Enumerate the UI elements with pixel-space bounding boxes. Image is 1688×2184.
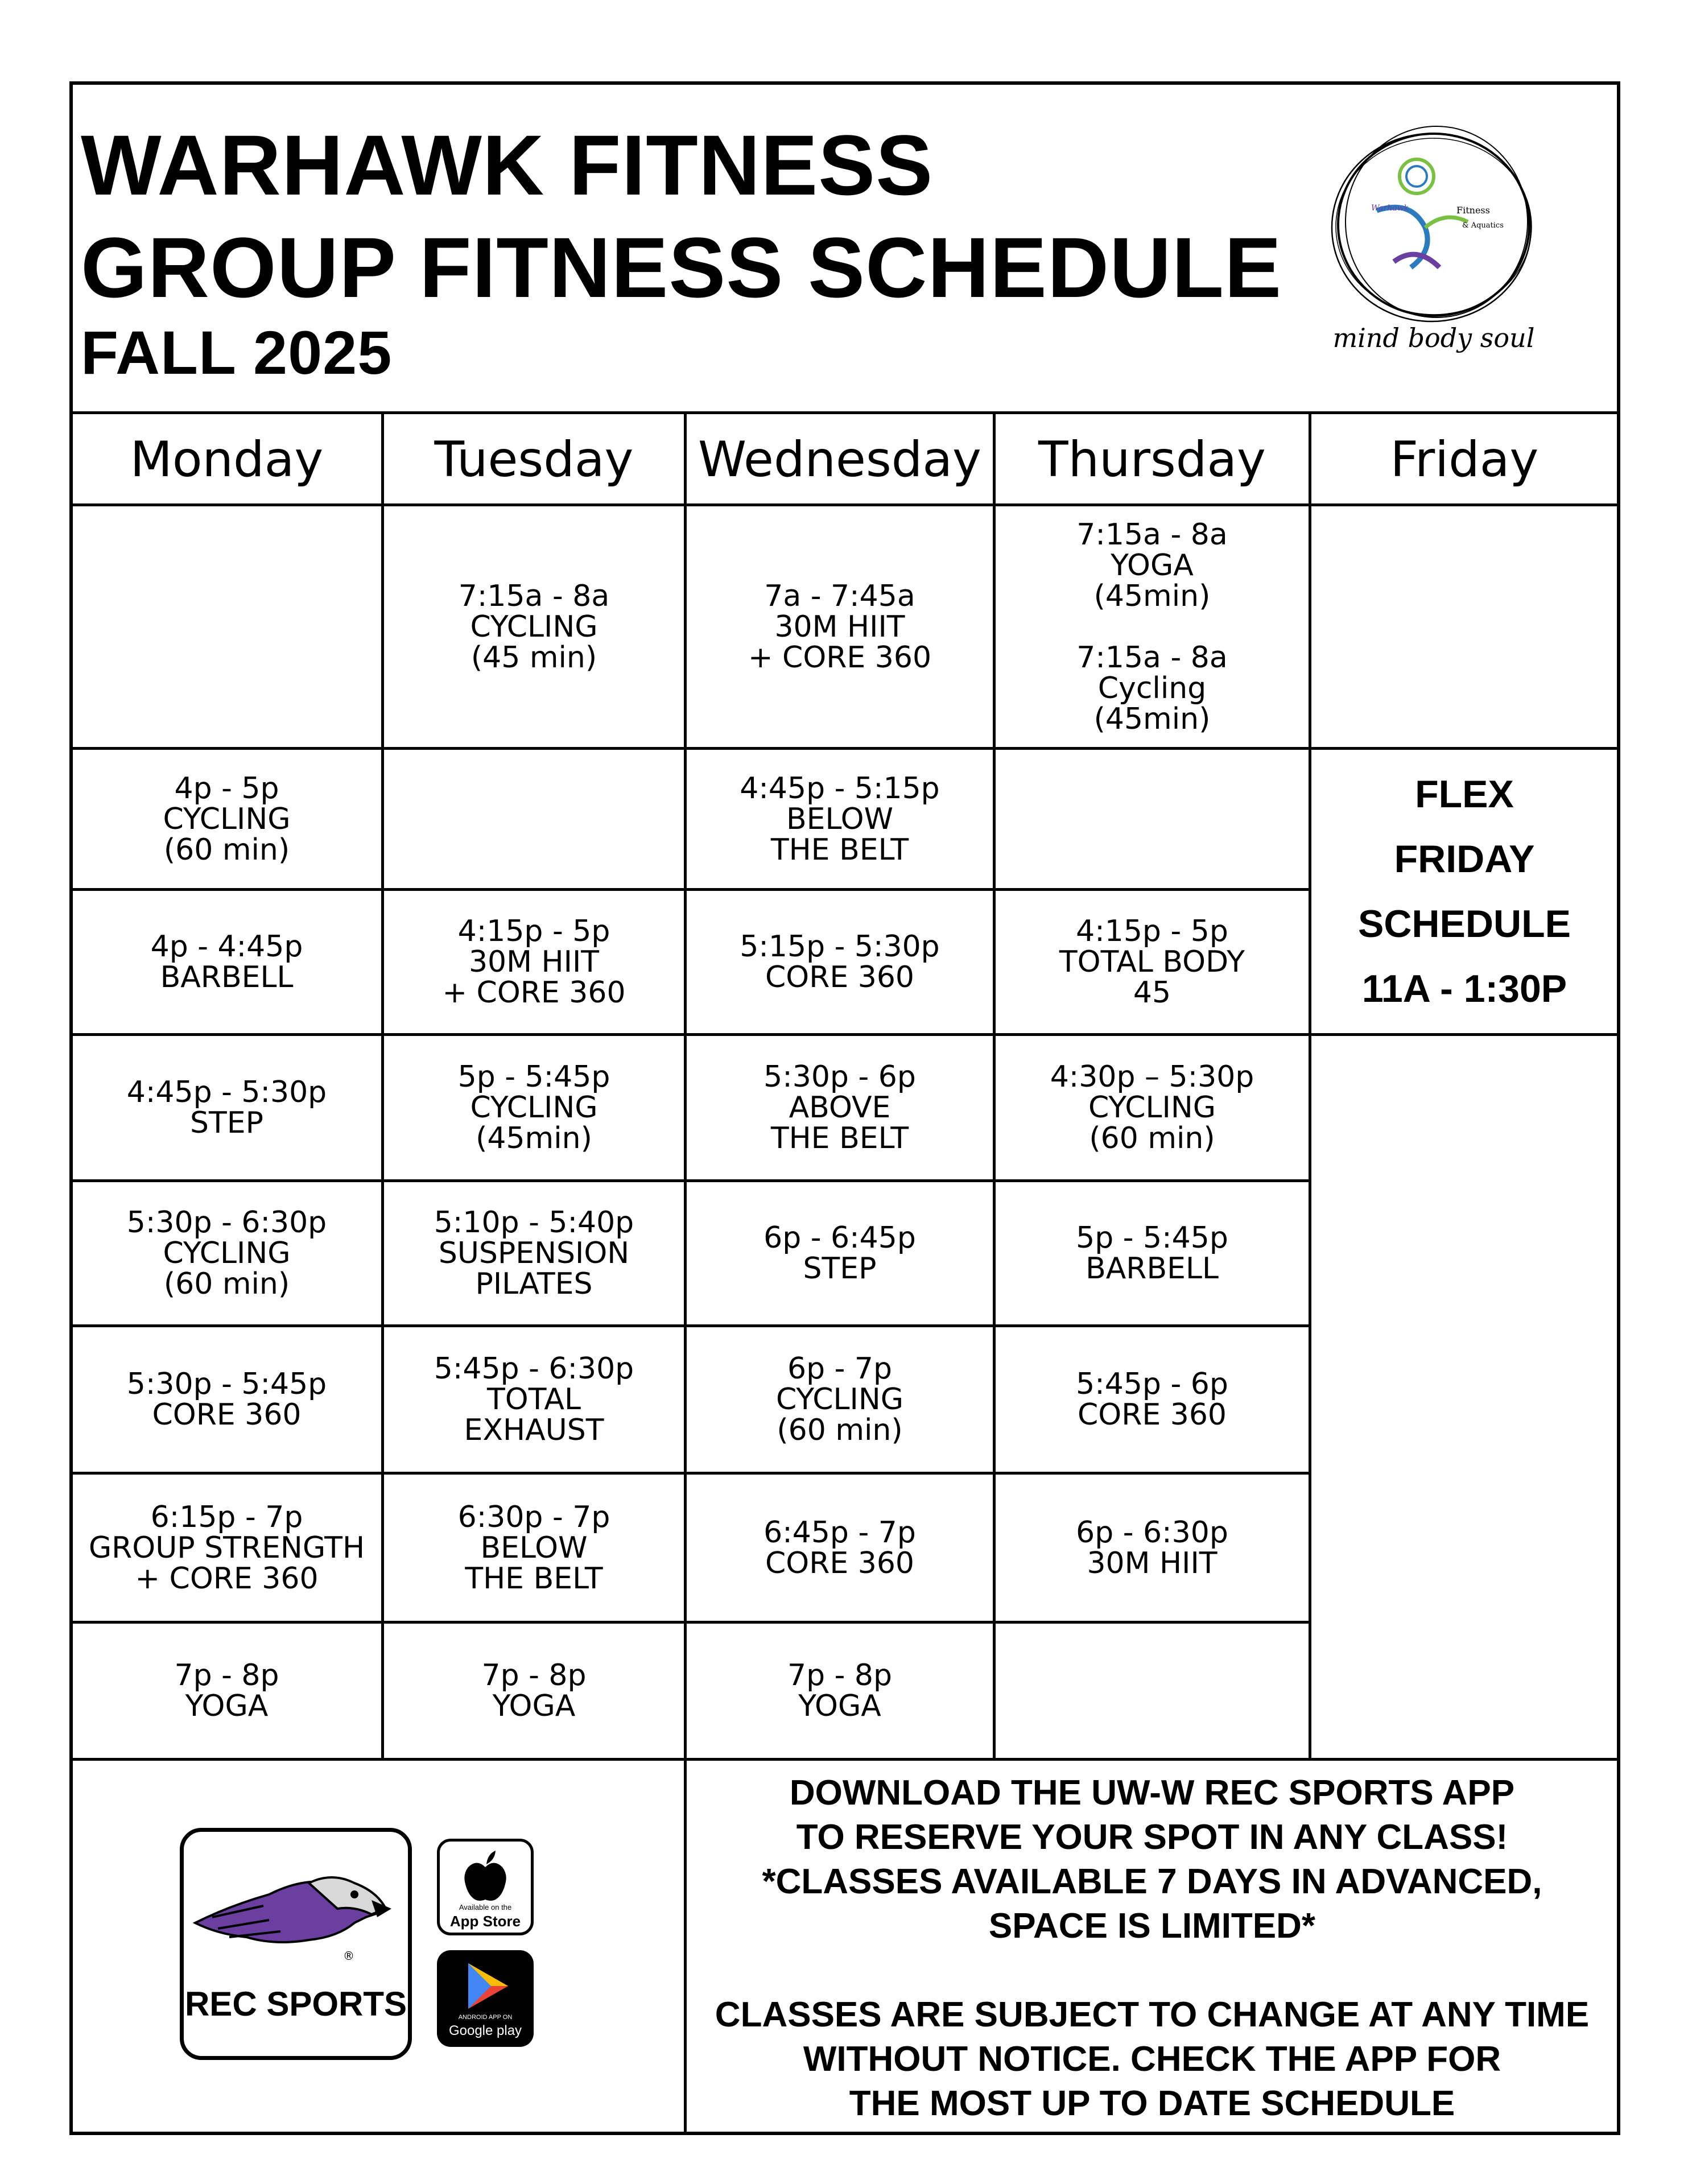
class-duration: (60 min) <box>1089 1121 1215 1155</box>
footer-line: TO RESERVE YOUR SPOT IN ANY CLASS! <box>796 1818 1508 1857</box>
class-name: YOGA <box>492 1689 576 1723</box>
title-line-2: GROUP FITNESS SCHEDULE <box>81 220 1282 315</box>
class-time: 7a - 7:45a <box>764 579 915 613</box>
rule-table-bottom <box>69 1758 1620 1761</box>
day-wednesday: Wednesday <box>698 431 981 488</box>
class-cell <box>72 1475 381 1621</box>
day-monday: Monday <box>130 431 324 488</box>
class-cell <box>384 1182 684 1324</box>
class-time: 6:15p - 7p <box>150 1500 303 1534</box>
class-name: YOGA <box>1111 548 1194 583</box>
class-time: 5p - 5:45p <box>1076 1221 1228 1255</box>
day-tuesday: Tuesday <box>434 431 634 488</box>
title-line-3: FALL 2025 <box>81 318 393 387</box>
class-cell <box>72 1036 381 1179</box>
class-name: CORE 360 <box>1077 1398 1227 1432</box>
class-time: 5:45p - 6:30p <box>434 1352 634 1386</box>
class-cell <box>384 1624 684 1758</box>
class-time: 6p - 6:45p <box>763 1221 916 1255</box>
footer-line: THE MOST UP TO DATE SCHEDULE <box>849 2084 1455 2123</box>
class-cell <box>996 1475 1309 1621</box>
class-cell <box>687 1475 993 1621</box>
class-cell <box>996 1182 1309 1324</box>
logo-brand: Warhawk <box>1371 204 1409 213</box>
class-cell <box>687 1182 993 1324</box>
class-time: 6p - 7p <box>787 1352 892 1386</box>
class-name-2: + CORE 360 <box>748 640 932 675</box>
class-cell <box>384 1036 684 1179</box>
class-time: 7:15a - 8a <box>1076 640 1228 675</box>
logo-name-1: Fitness <box>1456 205 1490 216</box>
class-name-2: THE BELT <box>770 1121 909 1155</box>
class-cell <box>996 891 1309 1033</box>
rule-col-4 <box>1309 411 1311 1761</box>
class-name-2: THE BELT <box>770 832 909 867</box>
day-friday: Friday <box>1390 431 1539 488</box>
class-cell <box>72 750 381 888</box>
class-time: 5:30p - 6p <box>763 1060 916 1094</box>
logo-tagline: mind body soul <box>1332 323 1535 353</box>
flex-line-2: FRIDAY <box>1394 837 1535 881</box>
class-time: 5:30p - 5:45p <box>126 1367 327 1401</box>
class-duration: (45min) <box>1093 579 1211 613</box>
class-duration: (60 min) <box>777 1413 903 1447</box>
class-time: 4p - 4:45p <box>150 930 303 964</box>
footer-line: DOWNLOAD THE UW-W REC SPORTS APP <box>789 1773 1515 1813</box>
class-name: CORE 360 <box>765 960 914 994</box>
class-cell <box>687 891 993 1033</box>
class-cell <box>72 1182 381 1324</box>
footer-line: CLASSES ARE SUBJECT TO CHANGE AT ANY TIME <box>715 1995 1590 2034</box>
class-cell <box>687 1327 993 1472</box>
class-duration: (45min) <box>476 1121 592 1155</box>
google-play-badge[interactable] <box>437 1950 534 2047</box>
svg-text:®: ® <box>343 1949 354 1963</box>
rec-sports-logo <box>180 1828 412 2060</box>
class-duration: (45 min) <box>471 640 597 675</box>
google-play-small: ANDROID APP ON <box>458 2014 513 2021</box>
class-time: 5:45p - 6p <box>1076 1367 1228 1401</box>
class-name: CYCLING <box>1088 1091 1216 1125</box>
apple-icon <box>440 1847 531 1910</box>
class-cell <box>687 1036 993 1179</box>
class-name: CYCLING <box>470 1091 598 1125</box>
class-name: CYCLING <box>163 1236 291 1270</box>
class-name: CYCLING <box>775 1382 904 1417</box>
footer-line: WITHOUT NOTICE. CHECK THE APP FOR <box>803 2039 1501 2079</box>
warhawk-head-icon <box>184 1838 408 1985</box>
class-name: 30M HIIT <box>468 945 600 979</box>
flex-line-4: 11A - 1:30P <box>1361 967 1567 1010</box>
class-time: 4:15p - 5p <box>457 914 610 948</box>
class-name: TOTAL <box>487 1382 581 1417</box>
class-time: 4p - 5p <box>174 771 279 806</box>
footer-line: SPACE IS LIMITED* <box>988 1906 1316 1946</box>
class-name: STEP <box>190 1106 263 1140</box>
class-time: 5:15p - 5:30p <box>740 930 940 964</box>
class-cell <box>687 1624 993 1758</box>
class-name: SUSPENSION <box>438 1236 630 1270</box>
class-time: 4:45p - 5:15p <box>740 771 940 806</box>
class-cell <box>996 506 1309 747</box>
class-name: CORE 360 <box>765 1546 914 1580</box>
class-name-2: PILATES <box>475 1267 593 1301</box>
class-cell <box>384 506 684 747</box>
google-play-big: Google play <box>448 2023 522 2038</box>
class-time: 4:45p - 5:30p <box>126 1075 327 1109</box>
flex-line-1: FLEX <box>1415 773 1514 816</box>
class-cell <box>72 1327 381 1472</box>
class-time: 7:15a - 8a <box>458 579 610 613</box>
class-name: CYCLING <box>470 609 598 644</box>
class-name: YOGA <box>185 1689 269 1723</box>
app-store-big: App Store <box>449 1913 521 1930</box>
class-name-2: THE BELT <box>465 1561 603 1596</box>
class-name-2: + CORE 360 <box>135 1561 319 1596</box>
app-store-badge[interactable] <box>437 1839 534 1935</box>
class-name: Cycling <box>1097 671 1207 705</box>
class-cell <box>996 1036 1309 1179</box>
class-time: 5:10p - 5:40p <box>434 1205 634 1240</box>
class-time: 4:30p – 5:30p <box>1050 1060 1254 1094</box>
class-name: ABOVE <box>789 1091 891 1125</box>
class-duration: (60 min) <box>163 832 290 867</box>
class-cell <box>996 1327 1309 1472</box>
footer-notice <box>686 1764 1619 2133</box>
class-duration: (45min) <box>1093 701 1211 736</box>
class-time: 4:15p - 5p <box>1076 914 1228 948</box>
fitness-aquatics-logo <box>1326 114 1542 375</box>
class-name: TOTAL BODY <box>1059 945 1245 979</box>
class-name: YOGA <box>798 1689 881 1723</box>
class-name: STEP <box>803 1252 877 1286</box>
google-play-icon <box>437 1955 534 2017</box>
class-name-2: EXHAUST <box>464 1413 604 1447</box>
title-line-1: WARHAWK FITNESS <box>81 117 934 213</box>
class-time: 5p - 5:45p <box>457 1060 610 1094</box>
class-name: CYCLING <box>163 802 291 836</box>
class-time: 6p - 6:30p <box>1076 1515 1228 1550</box>
class-cell <box>687 506 993 747</box>
class-name-2: + CORE 360 <box>442 976 626 1010</box>
class-name: BARBELL <box>160 960 294 994</box>
class-cell <box>384 891 684 1033</box>
class-cell <box>72 891 381 1033</box>
class-duration: (60 min) <box>163 1267 290 1301</box>
class-duration: 45 <box>1133 976 1171 1010</box>
flex-friday-block <box>1311 750 1617 1033</box>
flex-line-3: SCHEDULE <box>1357 902 1571 946</box>
class-name: 30M HIIT <box>774 609 905 644</box>
day-thursday: Thursday <box>1038 431 1266 488</box>
app-store-small: Available on the <box>459 1903 512 1911</box>
class-cell <box>687 750 993 888</box>
class-time: 7p - 8p <box>174 1658 279 1692</box>
class-time: 5:30p - 6:30p <box>126 1205 327 1240</box>
class-time: 7:15a - 8a <box>1076 517 1228 552</box>
footer-line: *CLASSES AVAILABLE 7 DAYS IN ADVANCED, <box>762 1862 1542 1901</box>
class-time: 6:30p - 7p <box>457 1500 610 1534</box>
class-name: GROUP STRENGTH <box>88 1530 365 1565</box>
class-name: CORE 360 <box>152 1398 302 1432</box>
rec-sports-label: REC SPORTS <box>184 1985 407 2023</box>
class-name: BELOW <box>480 1530 588 1565</box>
class-name: 30M HIIT <box>1087 1546 1217 1580</box>
class-name: BARBELL <box>1086 1252 1219 1286</box>
class-name: BELOW <box>786 802 893 836</box>
class-cell <box>384 1327 684 1472</box>
logo-name-2: & Aquatics <box>1462 221 1504 230</box>
class-time: 7p - 8p <box>481 1658 587 1692</box>
class-cell <box>384 1475 684 1621</box>
class-time: 6:45p - 7p <box>763 1515 916 1550</box>
class-cell <box>72 1624 381 1758</box>
class-time: 7p - 8p <box>787 1658 892 1692</box>
